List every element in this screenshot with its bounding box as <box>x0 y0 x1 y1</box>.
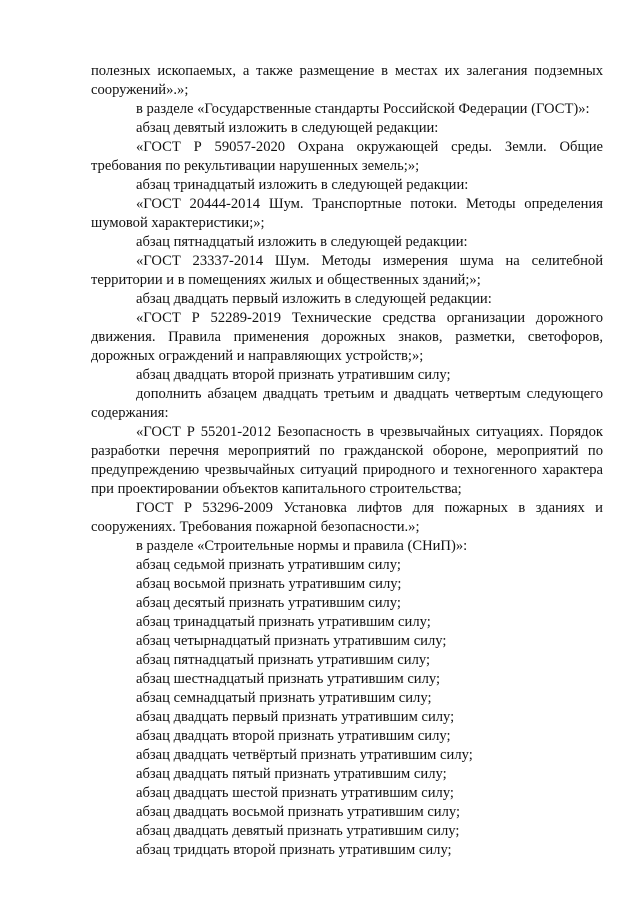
paragraph: абзац восьмой признать утратившим силу; <box>136 576 402 592</box>
paragraph: «ГОСТ 20444-2014 Шум. Транспортные потоки. Методы определения шумовой характеристики;»; <box>91 196 603 231</box>
paragraph: абзац тринадцатый изложить в следующей редакции: <box>136 177 469 193</box>
paragraph: абзац двадцать первый изложить в следующей редакции: <box>136 291 492 307</box>
paragraph: абзац десятый признать утратившим силу; <box>136 595 401 611</box>
paragraph: абзац пятнадцатый изложить в следующей редакции: <box>136 234 468 250</box>
paragraph: абзац двадцать пятый признать утратившим силу; <box>136 766 447 782</box>
paragraph: абзац двадцать второй признать утратившим силу; <box>136 367 451 383</box>
paragraph: абзац девятый изложить в следующей редакции: <box>136 120 439 136</box>
paragraph: в разделе «Государственные стандарты Российской Федерации (ГОСТ)»: <box>136 101 590 117</box>
paragraph: абзац тридцать второй признать утратившим силу; <box>136 842 452 858</box>
paragraph: дополнить абзацем двадцать третьим и двадцать четвертым следующего содержания: <box>91 386 603 421</box>
paragraph: абзац тринадцатый признать утратившим силу; <box>136 614 431 630</box>
paragraph: абзац шестнадцатый признать утратившим силу; <box>136 671 441 687</box>
paragraph: ГОСТ Р 53296-2009 Установка лифтов для пожарных в зданиях и сооружениях. Требования пожарной безопасности.»; <box>91 500 603 535</box>
paragraph: абзац седьмой признать утратившим силу; <box>136 557 401 573</box>
paragraph: абзац двадцать второй признать утратившим силу; <box>136 728 451 744</box>
paragraph: абзац двадцать первый признать утратившим силу; <box>136 709 455 725</box>
paragraph: «ГОСТ Р 59057-2020 Охрана окружающей среды. Земли. Общие требования по рекультивации нарушенных земель;»; <box>91 139 603 174</box>
paragraph: абзац двадцать шестой признать утратившим силу; <box>136 785 454 801</box>
paragraph: «ГОСТ 23337-2014 Шум. Методы измерения шума на селитебной территории и в помещениях жилых и общественных зданий;»; <box>91 253 603 288</box>
paragraph: абзац семнадцатый признать утратившим силу; <box>136 690 432 706</box>
paragraph: абзац двадцать четвёртый признать утратившим силу; <box>136 747 473 763</box>
paragraph: полезных ископаемых, а также размещение в местах их залегания подземных сооружений».»; <box>91 63 603 98</box>
paragraph: абзац двадцать восьмой признать утратившим силу; <box>136 804 461 820</box>
document-body <box>91 62 603 860</box>
paragraph: «ГОСТ Р 55201-2012 Безопасность в чрезвычайных ситуациях. Порядок разработки перечня мероприятий по гражданской обороне, мероприятий по предупреждению чрезвычайных ситуаций природного и техногенного характера при проектировании объектов капитального строительства; <box>91 424 603 497</box>
paragraph: в разделе «Строительные нормы и правила (СНиП)»: <box>136 538 468 554</box>
paragraph: «ГОСТ Р 52289-2019 Технические средства организации дорожного движения. Правила применения дорожных знаков, разметки, светофоров, дорожных ограждений и направляющих устройств;»; <box>91 310 603 364</box>
paragraph: абзац двадцать девятый признать утратившим силу; <box>136 823 460 839</box>
paragraph: абзац пятнадцатый признать утратившим силу; <box>136 652 431 668</box>
paragraph: абзац четырнадцатый признать утратившим силу; <box>136 633 447 649</box>
